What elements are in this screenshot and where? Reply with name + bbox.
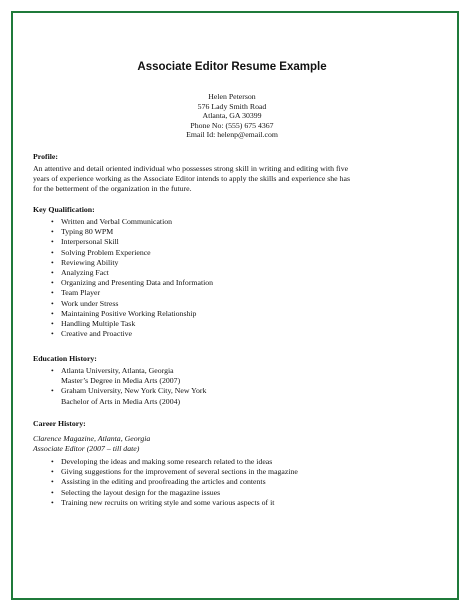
career-duties-list [33,457,298,508]
list-item: • Assisting in the editing and proofreading the articles and contents [33,477,298,487]
profile-text [33,164,431,193]
list-item: • Solving Problem Experience [33,248,213,258]
education-degree: Bachelor of Arts in Media Arts (2004) [61,396,181,406]
education-school: • Atlanta University, Atlanta, Georgia [61,366,174,375]
education-list [33,366,206,407]
list-item: • Giving suggestions for the improvement of several sections in the magazine [33,467,298,477]
list-item: • Written and Verbal Communication [33,217,213,227]
list-item: • Developing the ideas and making some research related to the ideas [33,457,298,467]
resume-title: Associate Editor Resume Example [137,61,327,73]
contact-block [33,92,431,140]
contact-phone: Phone No: (555) 675 4367 [190,120,274,130]
list-item: • Handling Multiple Task [33,319,213,329]
education-degree: Master’s Degree in Media Arts (2007) [61,376,181,386]
qualifications-heading: Key Qualification: [33,205,95,214]
contact-email: Email Id: helenp@email.com [186,130,278,140]
list-item: • Team Player [33,288,213,298]
profile-line: years of experience working as the Associate Editor intends to apply the skills and experience she has [33,173,350,183]
profile-line: An attentive and detail oriented individual who possesses strong skill in writing and editing with five [33,164,349,173]
contact-city: Atlanta, GA 30399 [202,111,262,121]
list-item: • Analyzing Fact [33,268,213,278]
list-item: • Organizing and Presenting Data and Information [33,278,213,288]
profile-heading: Profile: [33,152,58,161]
education-item [33,366,206,386]
education-heading: Education History: [33,354,97,363]
list-item: • Work under Stress [33,299,213,309]
contact-street: 576 Lady Smith Road [197,101,267,111]
list-item: • Reviewing Ability [33,258,213,268]
list-item: • Typing 80 WPM [33,227,213,237]
career-role: Associate Editor (2007 – till date) [33,444,140,453]
list-item: • Creative and Proactive [33,329,213,339]
list-item: • Maintaining Positive Working Relationship [33,309,213,319]
list-item: • Selecting the layout design for the magazine issues [33,488,298,498]
profile-line: for the betterment of the organization in the future. [33,183,192,193]
career-heading: Career History: [33,419,86,428]
qualifications-list [33,217,213,339]
career-company: Clarence Magazine, Atlanta, Georgia [33,434,151,443]
list-item: • Training new recruits on writing style and some various aspects of it [33,498,298,508]
education-school: • Graham University, New York City, New York [61,386,207,396]
list-item: • Interpersonal Skill [33,237,213,247]
contact-name: Helen Peterson [208,92,256,101]
education-item [33,386,206,406]
